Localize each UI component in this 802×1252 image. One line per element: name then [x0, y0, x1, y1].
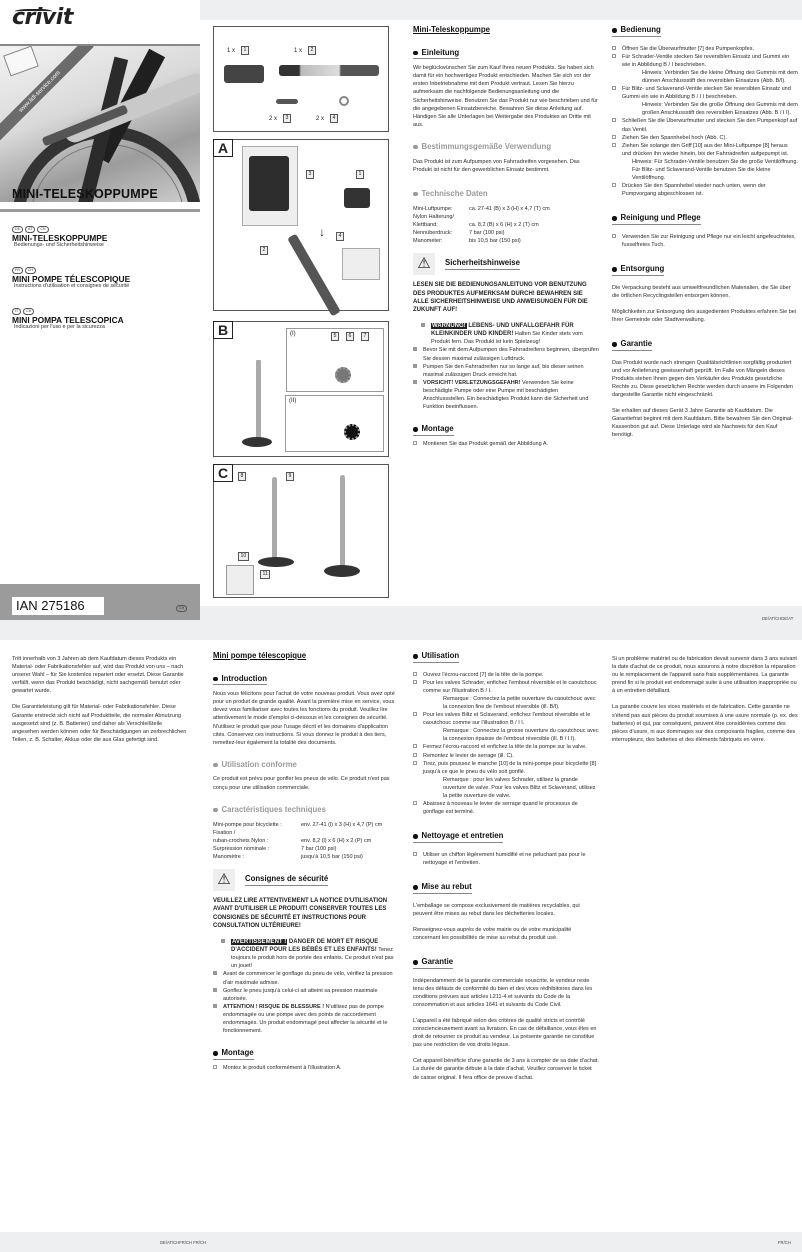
checkbox-icon — [413, 672, 417, 676]
heading-text: Introduction — [221, 673, 267, 683]
pump-base-image — [242, 437, 272, 447]
warning-label: AVERTISSEMENT ! — [232, 939, 287, 946]
warning-bold: DANGER DE MORT ET RISQUE D'ACCIDENT POUR LES BÉBÉS ET LES ENFANTS! — [231, 939, 379, 954]
section-heading — [213, 761, 297, 771]
checkbox-icon — [612, 234, 616, 238]
list-item — [612, 134, 798, 142]
spec-key: ruban-crochets Nylon : — [213, 838, 269, 845]
warning-text: Tenez toujours le produit hors de portée des enfants. Ce produit n'est pas un jouet! — [231, 947, 394, 970]
bullet-icon — [413, 654, 418, 659]
qty-label: 2 x — [316, 116, 325, 122]
ian-number: IAN 275186 — [12, 597, 104, 615]
bullet-icon — [213, 808, 218, 813]
operation-list — [413, 671, 599, 817]
item-text: Ouvrez l'écrou-raccord [7] de la tête de la pompe. — [423, 671, 544, 678]
flag-badge: DE — [12, 226, 23, 233]
flag-badge: CH — [37, 226, 48, 233]
paragraph: Die Garantieleistung gilt für Material- oder Fabrikationsfehler. Diese Garantie erstreckt sich nicht auf Produktteile, die normaler Abnutzung ausgesetzt sind (z. B. Batterien) und daher als Verschleißteile angesehen werden können oder für Beschädigungen an zerbrechlichen Teilen, z. B. Schalter, Akkus oder die aus Glas gefertigt sind. — [12, 704, 187, 743]
spec-key: Manometer: — [413, 238, 443, 245]
part-number: 1 — [241, 46, 249, 55]
lang-subtitle: Indicazioni per l'uso e per la sicurezza — [14, 324, 105, 331]
bullet-icon — [413, 885, 418, 890]
inset-image — [226, 565, 254, 595]
section-heading — [612, 340, 652, 351]
list-item — [413, 379, 599, 411]
heading-text: Mise au rebut — [421, 882, 472, 892]
list-item — [612, 182, 798, 198]
item-text: Remontez le levier de serrage (ill. C). — [423, 752, 514, 759]
inset-image — [342, 248, 380, 280]
section-heading — [413, 958, 453, 969]
de-column-2 — [612, 26, 798, 440]
list-item — [413, 346, 599, 362]
part-number: 4 — [336, 232, 344, 241]
part-number: 3 — [306, 170, 314, 179]
bullet-icon — [413, 960, 418, 965]
cover-title: MINI-TELESKOPPUMPE — [12, 187, 158, 201]
caution-bold: VORSICHT! VERLETZUNGSGEFAHR! — [423, 379, 521, 386]
warning-triangle-icon: ⚠ — [213, 869, 235, 891]
item-text: Für Schrader-Ventile stecken Sie reversiblen Einsatz und Gummi ein wie in Abbildung B / I beschrieben. — [622, 53, 790, 68]
list-item — [413, 440, 599, 448]
page-footer-label: DE/AT/CHDE/AT — [762, 616, 794, 621]
bullet-icon — [221, 939, 225, 943]
specs-table — [413, 205, 599, 245]
montage-list — [413, 440, 599, 448]
item-text: Schließen Sie die Überwurfmutter und stecken Sie den Pumpenkopf auf das Ventil. — [622, 118, 798, 133]
item-text: Utiliser un chiffon légèrement humidifié et ne peluchant pas pour le nettoyage et l'entretien. — [423, 851, 586, 866]
list-item — [413, 752, 599, 760]
doc-title: Mini-Teleskoppumpe — [413, 25, 490, 34]
lang-block-de — [12, 226, 107, 249]
checkbox-icon — [612, 135, 616, 139]
bullet-icon — [413, 51, 418, 56]
flag-badge: CH — [23, 308, 34, 315]
item-text: Für Blitz- und Sclaverand-Ventile stecken Sie reversiblen Einsatz und Gummi ein wie in Abbildung B / I I beschrieben. — [622, 86, 791, 101]
list-item — [213, 938, 399, 970]
part-number: 4 — [330, 114, 338, 123]
warning-label: WARNUNG! — [432, 323, 466, 330]
service-icon — [3, 46, 39, 77]
section-heading — [612, 214, 701, 225]
spec-key: Mini-Luftpumpe: — [413, 206, 453, 213]
spec-key: Surpression nominale : — [213, 846, 270, 853]
part-number: 7 — [361, 332, 369, 341]
bullet-icon — [413, 364, 417, 368]
list-item — [213, 1064, 399, 1072]
part-number: 1 — [356, 170, 364, 179]
checkbox-icon — [413, 680, 417, 684]
spec-key: Fixation / — [213, 830, 236, 837]
list-item — [612, 45, 798, 53]
qty-label: 2 x — [269, 116, 278, 122]
figure-letter: A — [213, 139, 233, 157]
rubber-image — [335, 367, 351, 383]
list-item — [413, 671, 599, 679]
lang-title: MINI-TELESKOPPUMPE — [12, 232, 108, 243]
paragraph: Möglichkeiten zur Entsorgung des ausgedienten Produktes erfahren Sie bei Ihrer Gemeinde oder Stadtverwaltung. — [612, 308, 797, 324]
safety-caps-text: VEUILLEZ LIRE ATTENTIVEMENT LA NOTICE D'UTILISATION AVANT D'UTILISER LE PRODUIT! CONSERVER TOUTES LES CONSIGNES DE SÉCURITÉ ET INSTRUCTIONS POUR CONSULTATION ULTÉRIEURE! — [213, 898, 388, 929]
list-item — [413, 760, 599, 800]
section-heading — [413, 49, 459, 60]
bullet-icon — [612, 216, 617, 221]
list-item — [413, 800, 599, 816]
paragraph: Ce produit est prévu pour gonfler les pneus de vélo. Ce produit n'est pas conçu pour une utilisation commerciale. — [213, 776, 390, 791]
paragraph: L'emballage se compose exclusivement de matières recyclables, qui peuvent être mises au rebut dans les déchetteries locales. — [413, 902, 580, 917]
item-text: Avant de commencer le gonflage du pneu de vélo, vérifiez la pression d'air maximale admise. — [223, 971, 393, 986]
paragraph: Renseignez-vous auprès de votre mairie ou de votre municipalité concernant les possibilités de mise au rebut du produit usé. — [413, 926, 572, 941]
montage-list — [213, 1064, 399, 1072]
spec-key: Nylon Halterung/ — [413, 214, 454, 221]
item-text: Tirez, puis poussez le manche [10] de la mini-pompe pour bicyclette [8] jusqu'à ce que le pneu du vélo soit gonflé. — [423, 760, 597, 775]
part-number: 5 — [331, 332, 339, 341]
list-item — [413, 363, 599, 379]
pump-base-image — [324, 565, 360, 577]
spec-value: env. 8,2 (l) x 6 (H) x 2 (P) cm — [301, 838, 372, 845]
note-text: Hinweis: Verbinden Sie die große Öffnung des Gummis mit dem großen Anschlussstift des reversiblen Einsatzes (Abb. B / I I). — [642, 102, 798, 117]
paragraph: Die Verpackung besteht aus umweltfreundlichen Materialien, die Sie über die örtlichen Recyclingstellen entsorgen können. — [612, 284, 791, 299]
item-text: Pumpen Sie den Fahrradreifen nur so lange auf, bis dieser seinen maximal zulässigen Druck erreicht hat. — [423, 363, 584, 378]
bullet-icon — [413, 145, 418, 150]
lang-title: MINI POMPE TÉLESCOPIQUE — [12, 273, 131, 284]
item-text: Montez le produit conformément à l'illustration A. — [223, 1064, 342, 1071]
heading-text: Bedienung — [620, 25, 661, 34]
section-heading — [612, 26, 661, 37]
item-text: Pour les valves Biltz et Sclaverand, enfichez l'embout réversible et le caoutchouc comme sur l'illustration B / I I. — [423, 712, 591, 727]
heading-text: Caractéristiques techniques — [221, 804, 326, 814]
parts-figure — [213, 26, 389, 132]
bullet-icon — [413, 380, 417, 384]
checkbox-icon — [413, 441, 417, 445]
paragraph: Tritt innerhalb von 3 Jahren ab dem Kaufdatum dieses Produkts ein Material- oder Fabrikationsfehler auf, wird das Produkt von uns – nach unserer Wahl – für Sie kostenlos repariert oder ersetzt. Diese Garantie verfällt, wenn das Produkt beschädigt, nicht sachgemäß benutzt oder gewartet wurde. — [12, 656, 184, 695]
list-item — [213, 970, 399, 986]
spec-value: bis 10,5 bar (150 psi) — [469, 238, 521, 245]
cover-photo — [0, 44, 200, 202]
bullet-icon — [413, 834, 418, 839]
warning-bold: LEBENS- UND UNFALLGEFAHR FÜR KLEINKINDER UND KINDER! — [431, 323, 574, 338]
heading-text: Consignes de sécurité — [245, 873, 329, 883]
figure-letter: B — [213, 321, 233, 339]
rubber-image — [344, 424, 360, 440]
fr-column-2 — [413, 652, 599, 1082]
lang-subtitle: Bedienungs- und Sicherheitshinweise — [14, 242, 104, 249]
spec-key: Klettband: — [413, 222, 438, 229]
heading-text: Utilisation — [421, 651, 460, 660]
bullet-icon — [612, 342, 617, 347]
bracket-image — [344, 188, 370, 208]
cover-page — [0, 0, 200, 608]
inset-label: (I) — [290, 331, 296, 337]
heading-text: Garantie — [421, 957, 454, 967]
pump-image — [279, 65, 379, 76]
operation-list — [612, 45, 798, 199]
bracket-image — [249, 156, 289, 211]
warning-text: Halten Sie Kinder stets vom Produkt fern. Das Produkt ist kein Spielzeug! — [431, 331, 583, 346]
section-heading — [413, 652, 459, 663]
spec-key: Mini-pompe pour bicyclette : — [213, 822, 282, 829]
pump-base-image — [258, 557, 294, 567]
bullet-icon — [612, 267, 617, 272]
checkbox-icon — [413, 744, 417, 748]
specs-table — [213, 821, 399, 861]
item-text: Drücken Sie den Spannhebel wieder nach unten, wenn der Pumpvorgang abgeschlossen ist. — [622, 183, 766, 198]
page-footer-label: DE/AT/CHFR/CH FR/CH — [160, 1240, 206, 1245]
list-item — [612, 117, 798, 133]
paragraph: Sie erhalten auf dieses Gerät 3 Jahre Garantie ab Kaufdatum. Die Garantiefrist beginnt mit dem Kaufdatum. Bitte bewahren Sie den Original-Kassenbon gut auf. Diese Unterlage wird als Nachweis für den Kauf benötigt. — [612, 408, 793, 439]
heading-text: Montage — [421, 424, 454, 434]
section-heading — [413, 832, 503, 843]
bullet-icon — [213, 988, 217, 992]
pump-image — [272, 477, 277, 562]
inset-b2 — [285, 395, 384, 452]
inset-b1 — [286, 328, 384, 392]
paragraph: Nous vous félicitons pour l'achat de votre nouveau produit. Vous avez opté pour un produit de grande qualité. Avant la première mise en service, vous devez vous familiariser avec toutes les fonctions du produit. Veuillez lire attentivement le mode d'emploi ci-dessous et les consignes de sécurité. N'utilisez le produit que pour l'usage décrit et les domaines d'application cités. Conservez ces instructions. Si vous donnez le produit à des tiers, remettez-leur également la totalité des documents. — [213, 691, 395, 746]
bottom-footer-band — [0, 1232, 802, 1252]
item-text: N'utilisez pas de pompe endommagée ou une pompe avec des points de raccordement endommagés. Un produit endommagé peut affecter la sécurité et le fonctionnement. — [223, 1003, 388, 1035]
item-text: Ziehen Sie den Spannhebel hoch (Abb. C). — [622, 134, 727, 141]
section-heading — [413, 883, 472, 894]
section-heading — [413, 190, 488, 200]
item-text: Verwenden Sie keine beschädigte Pumpe oder eine Pumpe mit beschädigten Anschlussstellen. Ein beschädigtes Produkt kann die Sicherheit und Funktion beeinflussen. — [423, 379, 589, 411]
checkbox-icon — [413, 761, 417, 765]
checkbox-icon — [612, 54, 616, 58]
checkbox-icon — [612, 143, 616, 147]
fr-column-1 — [213, 652, 399, 1072]
flag-badge: FR — [12, 267, 23, 274]
middle-band-left — [0, 620, 200, 640]
checkbox-icon — [413, 852, 417, 856]
part-number: 2 — [308, 46, 316, 55]
list-item — [413, 679, 599, 711]
item-text: Gonflez le pneu jusqu'à celui-ci ait atteint sa pression maximale autorisée. — [223, 987, 378, 1002]
lang-title: MINI POMPA TELESCOPICA — [12, 314, 124, 325]
safety-caps-text: LESEN SIE DIE BEDIENUNGSANLEITUNG VOR BENUTZUNG DES PRODUKTES AUFMERKSAM DURCH! BEWAHREN SIE ALLE SICHERHEITSHINWEISE UND ANWEISUNGEN FÜR DIE ZUKUNFT AUF! — [413, 282, 588, 313]
bracket-image — [224, 65, 264, 83]
flag-badge: CH — [25, 267, 36, 274]
part-number: 8 — [238, 472, 246, 481]
spec-value: ca. 27-41 (B) x 3 (H) x 4,7 (T) cm — [469, 206, 550, 213]
middle-footer-band — [200, 606, 802, 640]
list-item — [213, 987, 399, 1003]
note-text: Remarque : pour les valves Schrader, utilisez la grande ouverture de valve. Pour les valves Blitz et Sclaverand, utilisez la petite ouverture de valve. — [443, 776, 596, 799]
checkbox-icon — [413, 712, 417, 716]
cleaning-list — [413, 851, 599, 867]
list-item — [612, 53, 798, 85]
country-flags — [12, 308, 124, 315]
part-number: 11 — [260, 570, 270, 579]
item-text: Verwenden Sie zur Reinigung und Pflege nur ein leicht angefeuchtetes, fusselfreies Tuch. — [622, 233, 796, 249]
spec-key: Manomètre : — [213, 854, 244, 861]
heading-text: Garantie — [620, 339, 653, 349]
bullet-icon — [413, 427, 418, 432]
service-url-tag[interactable]: www.lidl-service.com — [0, 44, 94, 146]
de-column-1 — [413, 26, 599, 448]
spec-value — [469, 213, 599, 221]
note-text: Remarque : Connectez la petite ouverture du caoutchouc avec la connexion fine de l'embout réversible (ill. B/I). — [443, 695, 596, 710]
heading-text: Nettoyage et entretien — [421, 831, 504, 841]
pump-image — [340, 475, 345, 570]
list-item — [413, 322, 599, 346]
list-item — [213, 1003, 399, 1035]
ian-flag-badge: CH — [176, 605, 187, 612]
part-number: 9 — [286, 472, 294, 481]
de-warranty-cont — [12, 650, 190, 744]
heading-text: Reinigung und Pflege — [620, 213, 701, 223]
cover-divider — [0, 209, 200, 212]
paragraph: L'appareil a été fabriqué selon des critères de qualité stricts et contrôlé consciencieusement avant sa livraison. En cas de défaillance, vous êtes en droit de retourner ce produit au vendeur. La présente garantie ne constitue pas une restriction de vos droits légaux. — [413, 1018, 597, 1049]
pump-image — [256, 360, 261, 440]
heading-text: Einleitung — [421, 47, 460, 57]
bullet-icon — [612, 28, 617, 33]
spec-value — [301, 829, 399, 837]
list-item — [612, 142, 798, 182]
bullet-icon — [213, 763, 218, 768]
item-text: Öffnen Sie die Überwurfmutter [7] des Pumpenkopfes. — [622, 45, 754, 52]
checkbox-icon — [612, 46, 616, 50]
brand-logo: crivit — [12, 5, 73, 30]
bullet-icon — [213, 677, 218, 682]
note-text: Hinweis: Für Schrader-Ventile benutzen Sie die große Ventilöffnung. Für Blitz- und Sclaverand-Ventile benutzen Sie die kleine Ventilöffnung. — [632, 158, 798, 182]
list-item — [413, 711, 599, 743]
paragraph: Indépendamment de la garantie commerciale souscrite, le vendeur reste tenu des défauts de conformité du bien et des vices rédhibitoires dans les conditions prévues aux articles L211-4 et suivants du Code de la consommation et aux articles 1641 et suivants du Code Civil. — [413, 977, 593, 1008]
heading-text: Montage — [221, 1048, 254, 1058]
washer-image — [339, 96, 349, 106]
spec-value: ca. 8,2 (B) x 6 (H) x 2 (T) cm — [469, 222, 539, 229]
section-heading — [245, 875, 328, 886]
caution-bold: ATTENTION ! RISQUE DE BLESSURE ! — [223, 1003, 325, 1010]
bullet-icon — [213, 971, 217, 975]
paragraph: Das Produkt ist zum Aufpumpen von Fahrradreifen vorgesehen. Das Produkt ist nicht für den gewerblichen Einsatz bestimmt. — [413, 158, 580, 173]
item-text: Bevor Sie mit dem Aufpumpen des Fahrradreifens beginnen, überprüfen Sie dessen maximal zulässigen Luftdruck. — [423, 347, 599, 362]
bullet-icon — [413, 192, 418, 197]
section-heading — [445, 259, 520, 270]
section-heading — [413, 425, 454, 436]
section-heading — [213, 675, 267, 686]
safety-list — [213, 938, 399, 1035]
cleaning-list — [612, 233, 798, 249]
spec-value: 7 bar (100 psi) — [301, 846, 337, 853]
section-heading — [213, 1049, 254, 1060]
doc-title: Mini pompe télescopique — [213, 651, 307, 660]
checkbox-icon — [413, 753, 417, 757]
note-text: Remarque : Connectez la grosse ouverture du caoutchouc avec la connexion épaisse de l'embout réversible (ill. B / I I). — [443, 728, 599, 743]
inset-label: (II) — [289, 398, 297, 404]
spec-value: 7 bar (100 psi) — [469, 230, 505, 237]
figure-c — [213, 464, 389, 598]
checkbox-icon — [612, 183, 616, 187]
list-item — [612, 233, 798, 249]
spec-value: env. 27-41 (l) x 3 (H) x 4,7 (P) cm — [301, 822, 383, 829]
heading-text: Bestimmungsgemäße Verwendung — [421, 141, 552, 151]
flag-badge: AT — [25, 226, 35, 233]
spec-key: Nennüberdruck: — [413, 230, 453, 237]
paragraph: La garantie couvre les vices matériels et de fabrication. Cette garantie ne s'étend pas aux pièces du produit soumises à une usure normale (p. ex. des batteries) et qui, par conséquent, peuvent être considérées comme des pièces d'usure, ni aux dommages sur des composants fragiles, comme des interrupteurs, des batteries et des éléments fabriqués en verre. — [612, 704, 798, 743]
item-text: Ziehen Sie solange den Griff [10] aus der Mini-Luftpumpe [8] heraus und drücken ihn wieder hinein, bis der Fahrradreifen aufgepumpt ist. — [622, 142, 789, 157]
country-flags — [12, 226, 107, 233]
lang-block-fr — [12, 267, 130, 290]
top-header-band — [200, 0, 802, 20]
figure-b — [213, 321, 389, 457]
list-item — [612, 85, 798, 117]
arrow-down-icon: ↓ — [319, 225, 325, 239]
country-flags — [12, 267, 130, 274]
checkbox-icon — [612, 118, 616, 122]
heading-text: Sicherheitshinweise — [445, 258, 520, 268]
checkbox-icon — [413, 801, 417, 805]
section-heading — [413, 143, 551, 153]
checkbox-icon — [612, 86, 616, 90]
part-number: 3 — [283, 114, 291, 123]
qty-label: 1 x — [294, 48, 303, 54]
flag-badge: IT — [12, 308, 21, 315]
part-number: 2 — [260, 246, 268, 255]
fr-column-3 — [612, 650, 798, 744]
screw-image — [276, 99, 298, 104]
figure-a — [213, 139, 389, 311]
part-number: 6 — [346, 332, 354, 341]
list-item — [413, 743, 599, 751]
paragraph: Cet appareil bénéficie d'une garantie de 3 ans à compter de sa date d'achat. La durée de garantie débute à la date d'achat. Veuillez conserver le ticket de caisse original. Il fera office de preuve d'achat. — [413, 1058, 599, 1081]
safety-list — [413, 322, 599, 411]
section-heading — [213, 806, 326, 816]
list-item — [413, 851, 599, 867]
note-text: Hinweis: Verbinden Sie die kleine Öffnung des Gummis mit dem dünnen Anschlussstift des reversiblen Einsatzes (Abb. B/I). — [642, 69, 798, 84]
bullet-icon — [213, 1051, 218, 1056]
page-footer-label: FR/CH — [778, 1240, 791, 1245]
bullet-icon — [413, 347, 417, 351]
item-text: Pour les valves Schrader, enfichez l'embout réversible et le caoutchouc comme sur l'illustration B / I. — [423, 679, 597, 694]
item-text: Montieren Sie das Produkt gemäß der Abbildung A. — [423, 440, 549, 447]
lang-block-it — [12, 308, 124, 331]
section-heading — [612, 265, 664, 276]
part-number: 10 — [238, 552, 249, 561]
heading-text: Utilisation conforme — [221, 759, 297, 769]
safety-heading — [413, 253, 599, 275]
spec-value: jusqu'à 10,5 bar (150 psi) — [301, 854, 363, 861]
figure-letter: C — [213, 464, 233, 482]
item-text: Fermez l'écrou-raccord et enfichez la tête de la pompe sur la valve. — [423, 744, 587, 751]
qty-label: 1 x — [227, 48, 236, 54]
bullet-icon — [213, 1004, 217, 1008]
heading-text: Entsorgung — [620, 264, 665, 274]
warning-triangle-icon: ⚠ — [413, 253, 435, 275]
bullet-icon — [421, 323, 425, 327]
lang-subtitle: Instructions d'utilisation et consignes de sécurité — [14, 283, 130, 290]
paragraph: Wir beglückwünschen Sie zum Kauf Ihres neuen Produkts. Sie haben sich damit für ein hochwertiges Produkt entschieden. Machen Sie sich vor der ersten Inbetriebnahme mit dem Produkt vertraut. Lesen Sie hierzu aufmerksam die nachfolgende Bedienungsanleitung und die Sicherheitshinweise. Benutzen Sie das Produkt nur wie beschrieben und für die angegebenen Einsatzbereiche. Bewahren Sie diese Anleitung auf. Händigen Sie alle Unterlagen bei Weitergabe des Produktes an Dritte mit aus. — [413, 65, 598, 128]
paragraph: Das Produkt wurde nach strengen Qualitätsrichtlinien sorgfältig produziert und vor Anlieferung gewissenhaft geprüft. Im Falle von Mängeln dieses Produkts stehen Ihnen gegen den Verkäufer des Produkts gesetzliche Rechte zu. Diese gesetzlichen Rechte werden durch unsere im Folgenden dargestellte Garantie nicht eingeschränkt. — [612, 359, 793, 399]
heading-text: Technische Daten — [421, 188, 488, 198]
safety-heading — [213, 869, 399, 891]
paragraph: Si un problème matériel ou de fabrication devait survenir dans 3 ans suivant la date d'achat de ce produit, nous assurons à notre discrétion la réparation ou le remplacement de l'appareil sans frais supplémentaires. La garantie prend fin si le produit est endommagé suite à une utilisation inappropriée ou à un entretien défaillant. — [612, 656, 797, 695]
item-text: Abaissez à nouveau le levier de serrage quand le processus de gonflage est terminé. — [423, 801, 578, 816]
pump-image — [287, 234, 341, 317]
checkbox-icon — [213, 1065, 217, 1069]
